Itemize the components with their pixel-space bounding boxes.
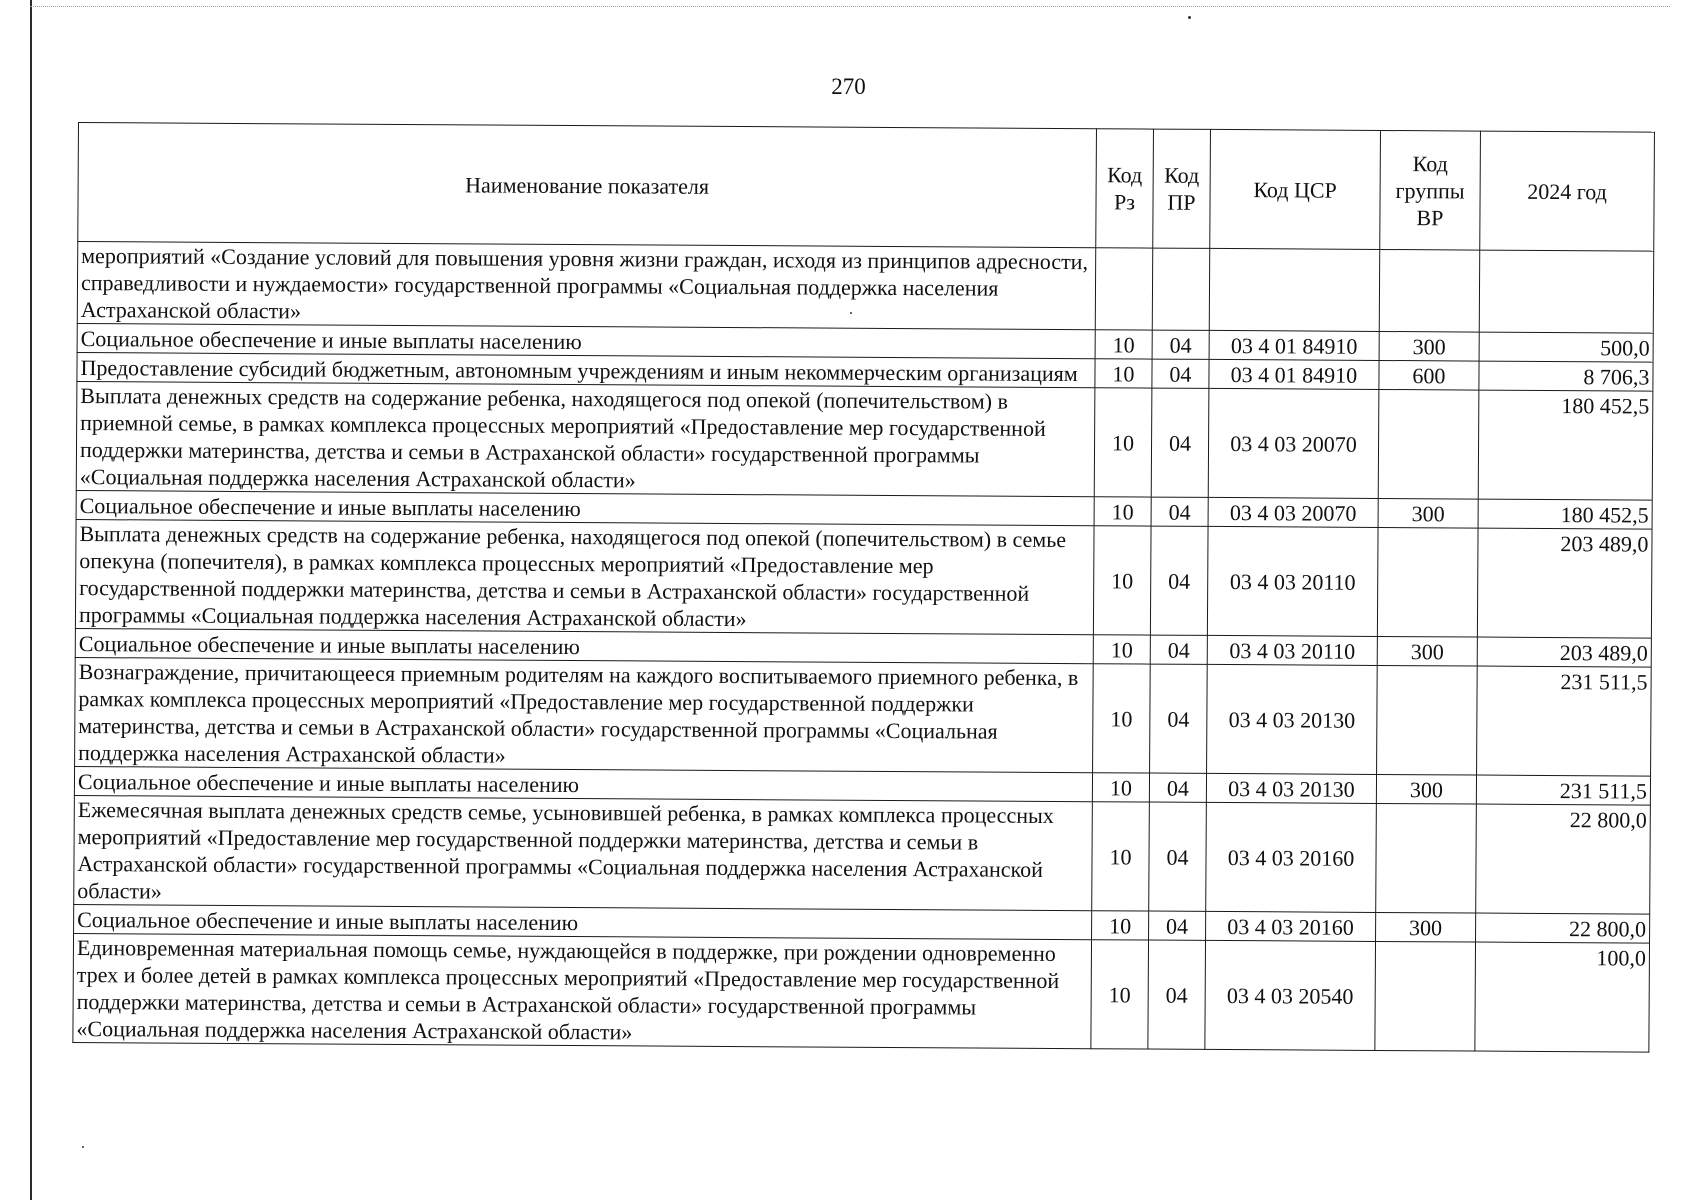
table-row <box>76 381 1653 500</box>
header-vr: Код группы ВР <box>1380 130 1481 250</box>
row-csr: 03 4 01 84910 <box>1209 359 1379 389</box>
row-vr: 300 <box>1377 636 1477 666</box>
row-name: Социальное обеспечение и иные выплаты населению <box>74 766 1092 801</box>
row-name: Социальное обеспечение и иные выплаты населению <box>77 323 1095 358</box>
row-rz: 10 <box>1092 773 1149 802</box>
row-rz: 10 <box>1091 940 1149 1049</box>
row-pr: 04 <box>1152 330 1209 359</box>
row-amount: 22 800,0 <box>1476 804 1651 914</box>
row-rz: 10 <box>1093 526 1151 635</box>
row-amount: 500,0 <box>1479 332 1653 362</box>
table-row <box>75 519 1652 638</box>
row-csr: 03 4 03 20070 <box>1208 497 1378 527</box>
row-rz: 10 <box>1095 330 1152 359</box>
row-rz <box>1095 248 1152 330</box>
row-amount: 203 489,0 <box>1477 637 1651 667</box>
table-row <box>74 795 1651 914</box>
row-amount: 180 452,5 <box>1478 390 1653 500</box>
row-amount: 180 452,5 <box>1478 499 1652 529</box>
row-amount: 203 489,0 <box>1477 528 1652 638</box>
row-name: мероприятий «Создание условий для повышения уровня жизни граждан, исходя из принципов адресности, справедливости и нуждаемости» государственной программы «Социальная поддержка населения Астраханской области» <box>77 242 1095 330</box>
row-amount: 100,0 <box>1475 942 1650 1052</box>
row-pr: 04 <box>1149 773 1206 802</box>
row-csr: 03 4 03 20110 <box>1207 635 1377 665</box>
row-pr: 04 <box>1149 802 1207 911</box>
row-pr: 04 <box>1151 388 1209 497</box>
scan-border-top <box>30 6 1670 8</box>
row-pr: 04 <box>1150 664 1208 773</box>
row-rz: 10 <box>1093 664 1151 773</box>
row-rz: 10 <box>1092 911 1149 940</box>
row-pr: 04 <box>1148 940 1206 1049</box>
row-rz: 10 <box>1093 635 1150 664</box>
row-csr: 03 4 03 20160 <box>1206 911 1376 941</box>
table-header-row <box>78 123 1655 252</box>
row-name: Ежемесячная выплата денежных средств семье, усыновившей ребенка, в рамках комплекса процессных мероприятий «Предоставление мер государственной поддержки материнства, детства и семьи в Астраханской области» государственной программы «Социальная поддержка населения Астраханской области» <box>74 795 1093 910</box>
row-rz: 10 <box>1094 388 1152 497</box>
row-vr <box>1377 527 1478 637</box>
row-vr: 300 <box>1379 331 1479 361</box>
row-amount: 22 800,0 <box>1476 913 1650 943</box>
row-vr <box>1377 665 1478 775</box>
row-csr: 03 4 03 20540 <box>1205 940 1376 1050</box>
row-name: Социальное обеспечение и иные выплаты населению <box>74 904 1092 939</box>
row-vr <box>1378 389 1479 499</box>
scan-border-left <box>30 0 32 1200</box>
row-csr: 03 4 03 20130 <box>1206 773 1376 803</box>
row-pr: 04 <box>1152 359 1209 388</box>
row-csr: 03 4 03 20070 <box>1208 388 1379 498</box>
header-name: Наименование показателя <box>78 123 1097 248</box>
row-amount: 231 511,5 <box>1477 666 1652 776</box>
row-vr: 300 <box>1378 498 1478 528</box>
row-csr: 03 4 03 20130 <box>1207 664 1378 774</box>
row-vr <box>1379 249 1479 332</box>
row-name: Вознаграждение, причитающееся приемным родителям на каждого воспитываемого приемного ребенка, в рамках комплекса процессных мероприятий «Предоставление мер государственной поддержки материнства, детства и семьи в Астраханской области» государственной программы «Социальная поддержка населения Астраханской области» <box>75 657 1094 772</box>
row-name: Социальное обеспечение и иные выплаты населению <box>76 490 1094 525</box>
row-amount: 231 511,5 <box>1476 775 1650 805</box>
header-year: 2024 год <box>1480 131 1655 251</box>
row-csr: 03 4 03 20110 <box>1207 526 1378 636</box>
row-csr: 03 4 03 20160 <box>1206 802 1377 912</box>
row-vr: 300 <box>1376 912 1476 942</box>
row-vr <box>1375 941 1476 1051</box>
header-csr: Код ЦСР <box>1210 129 1381 249</box>
row-name: Социальное обеспечение и иные выплаты населению <box>75 628 1093 663</box>
scan-speck <box>82 1146 84 1148</box>
row-pr: 04 <box>1149 911 1206 940</box>
row-name: Единовременная материальная помощь семье, нуждающейся в поддержке, при рождении одновременно трех и более детей в рамках комплекса процессных мероприятий «Предоставление мер государственной поддержки материнства, детства и семьи в Астраханской области» государственной программы «Социальная поддержка населения Астраханской области» <box>73 933 1092 1048</box>
row-vr <box>1376 803 1477 913</box>
row-name: Выплата денежных средств на содержание ребенка, находящегося под опекой (попечительством) в семье опекуна (попечителя), в рамках комплекса процессных мероприятий «Предоставление мер государственной поддержки материнства, детства и семьи в Астраханской области» государственной программы «Социальная поддержка населения Астраханской области» <box>75 519 1094 634</box>
table-row <box>73 933 1650 1052</box>
row-name: Выплата денежных средств на содержание ребенка, находящегося под опекой (попечительством) в приемной семье, в рамках комплекса процессных мероприятий «Предоставление мер государственной поддержки материнства, детства и семьи в Астраханской области» государственной программы «Социальная поддержка населения Астраханской области» <box>76 381 1095 496</box>
row-rz: 10 <box>1095 359 1152 388</box>
row-rz: 10 <box>1092 802 1150 911</box>
row-csr: 03 4 01 84910 <box>1209 330 1379 360</box>
page-number: 270 <box>831 74 866 99</box>
table-row <box>75 657 1652 776</box>
header-pr: Код ПР <box>1153 129 1211 248</box>
row-pr <box>1152 248 1209 330</box>
row-vr: 300 <box>1376 774 1476 804</box>
row-vr: 600 <box>1379 360 1479 390</box>
row-csr <box>1209 248 1379 331</box>
scan-speck <box>1188 16 1191 19</box>
row-rz: 10 <box>1094 497 1151 526</box>
budget-table <box>72 122 1655 1053</box>
header-rz: Код Рз <box>1096 129 1154 248</box>
row-pr: 04 <box>1150 526 1208 635</box>
row-pr: 04 <box>1151 497 1208 526</box>
row-pr: 04 <box>1150 635 1207 664</box>
row-name: Предоставление субсидий бюджетным, автономным учреждениям и иным некоммерческим организациям <box>77 352 1095 387</box>
row-amount <box>1479 250 1653 333</box>
table-row <box>77 242 1653 334</box>
row-amount: 8 706,3 <box>1479 361 1653 391</box>
